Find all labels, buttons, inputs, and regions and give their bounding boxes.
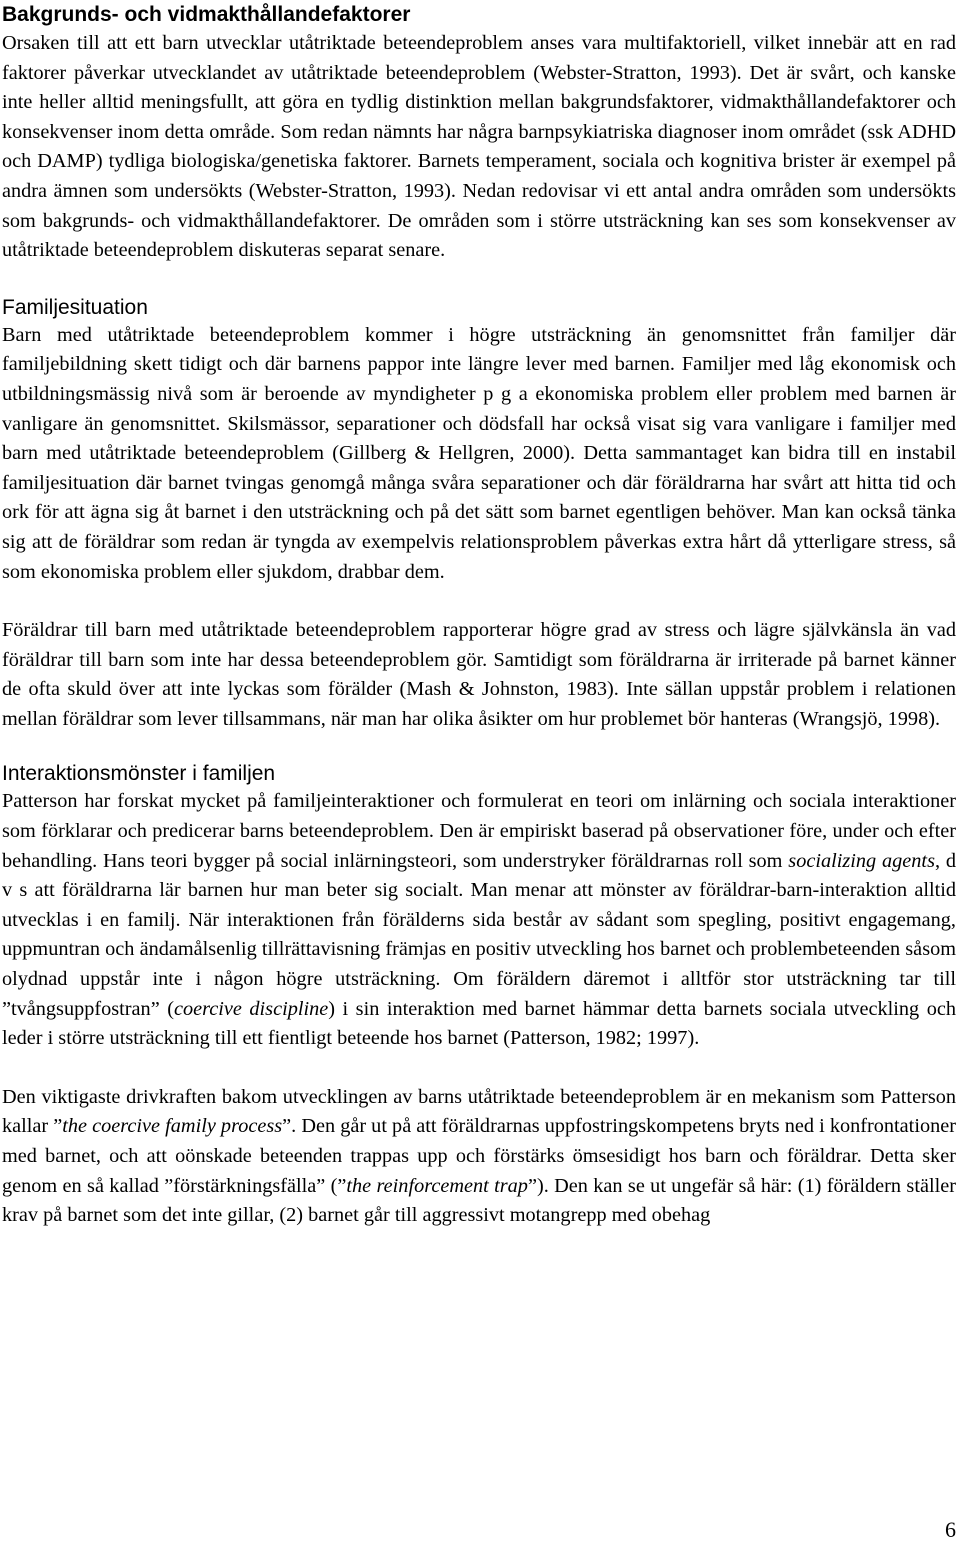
text-run: Patterson har forskat mycket på familjeinteraktioner och formulerat en teori om inlärning och sociala interaktioner som förklarar och predicerar barns beteendeproblem. Den är empiriskt baserad på observationer före, under och efter behandling. Hans teori bygger på social inlärningsteori, som understryker föräldrarnas roll som [2, 790, 956, 872]
text-run: ”). Den kan se ut ungefär så här: (1) föräldern ställer krav på barnet som det inte gillar, (2) barnet går till aggressivt motangrepp med obehag [2, 1174, 956, 1227]
paragraph-bakgrund: Orsaken till att ett barn utvecklar utåtriktade beteendeproblem anses vara multifaktoriell, vilket innebär att en rad faktorer påverkar utvecklandet av utåtriktade beteendeproblem (Webster-Stratton, 1993). Det är svårt, och kanske inte heller alltid meningsfullt, att göra en tydlig distinktion mellan bakgrundsfaktorer, vidmakthållandefaktorer och konsekvenser inom detta område. Som redan nämnts har några barnpsykiatriska diagnoser inom området (ssk ADHD och DAMP) tydliga biologiska/genetiska faktorer. Barnets temperament, sociala och kognitiva brister är exempel på andra ämnen som undersökts (Webster-Stratton, 1993). Nedan redovisar vi ett antal andra områden som undersökts som bakgrunds- och vidmakthållandefaktorer. De områden som i större utsträckning kan ses som konsekvenser av utåtriktade beteendeproblem diskuteras separat senare. [2, 32, 956, 262]
italic-term: the reinforcement trap [346, 1174, 528, 1197]
italic-term: the coercive family process [62, 1115, 283, 1138]
text-run: , d v s att föräldrarna lär barnen hur man beter sig socialt. Man menar att mönster av föräldrar-barn-interaktion alltid utvecklas i en familj. När interaktionen från förälderns sida består av sådant som spegling, positivt engagemang, uppmuntran och ändamålsenlig tillrättavisning främjas en positiv utveckling hos barnet och problembeteenden såsom olydnad uppstår inte i någon högre utsträckning. Om föräldern däremot i alltför stor utsträckning tar till ”tvångsuppfostran” ( [2, 849, 957, 1020]
paragraph-familjesituation-1: Barn med utåtriktade beteendeproblem kommer i högre utsträckning än genomsnittet från familjer där familjebildning skett tidigt och där barnens pappor inte längre lever med barnen. Familjer med låg ekonomisk och utbildningsmässig nivå som är beroende av myndigheter p g a ekonomiska problem eller problem med barnen är vanligare än genomsnittet. Skilsmässor, separationer och dödsfall har också visat sig vara vanligare i familjer med barn med utåtriktade beteendeproblem (Gillberg & Hellgren, 2000). Detta sammantaget kan bidra till en instabil familjesituation där barnet tvingas genomgå många svåra separationer och där föräldrarna har svårt att hitta tid och ork för att ägna sig åt barnet i den utsträckning och på det sätt som barnet egentligen behöver. Man kan också tänka sig att de föräldrar som redan är tyngda av exempelvis relationsproblem påverkas extra hårt då ytterligare stress, så som ekonomiska problem eller sjukdom, drabbar dem. [2, 323, 956, 583]
page-number: 6 [945, 1517, 956, 1542]
text-run: ) i sin interaktion med barnet hämmar detta barnets sociala utveckling och leder i större utsträckning till ett fientligt beteende hos barnet (Patterson, 1982; 1997). [2, 997, 956, 1050]
paragraph-interaktion-2 [2, 1083, 956, 1231]
spacer [2, 587, 956, 616]
paragraph-familjesituation-2: Föräldrar till barn med utåtriktade beteendeproblem rapporterar högre grad av stress och lägre självkänsla än vad föräldrar till barn som inte har dessa beteendeproblem gör. Samtidigt som föräldrarna är irriterade på barnet känner de ofta skuld över att inte lyckas som förälder (Mash & Johnston, 1983). Inte sällan uppstår problem i relationen mellan föräldrar som lever tillsammans, när man har olika åsikter om hur problemet bör hanteras (Wrangsjö, 1998). [2, 619, 956, 730]
section-heading-familjesituation: Familjesituation [2, 295, 148, 319]
italic-term: coercive discipline [173, 997, 329, 1020]
spacer [2, 734, 956, 761]
text-run: ”. Den går ut på att föräldrarnas uppfostringskompetens bryts ned i konfrontationer med barnet, och att oönskade beteenden trappas upp och förstärks ömsesidigt hos barn och föräldrar. Detta sker genom en så kallad ”förstärkningsfälla” (” [2, 1115, 956, 1197]
section-heading-bakgrund: Bakgrunds- och vidmakthållandefaktorer [2, 3, 411, 26]
spacer [2, 1054, 956, 1083]
section-heading-interaktionsmonster: Interaktionsmönster i familjen [2, 762, 276, 786]
text-run: Den viktigaste drivkraften bakom utvecklingen av barns utåtriktade beteendeproblem är en mekanism som Patterson kallar ” [2, 1085, 956, 1138]
italic-term: socializing agents [788, 849, 935, 872]
spacer [2, 266, 956, 295]
paragraph-interaktion-1 [2, 787, 956, 1053]
